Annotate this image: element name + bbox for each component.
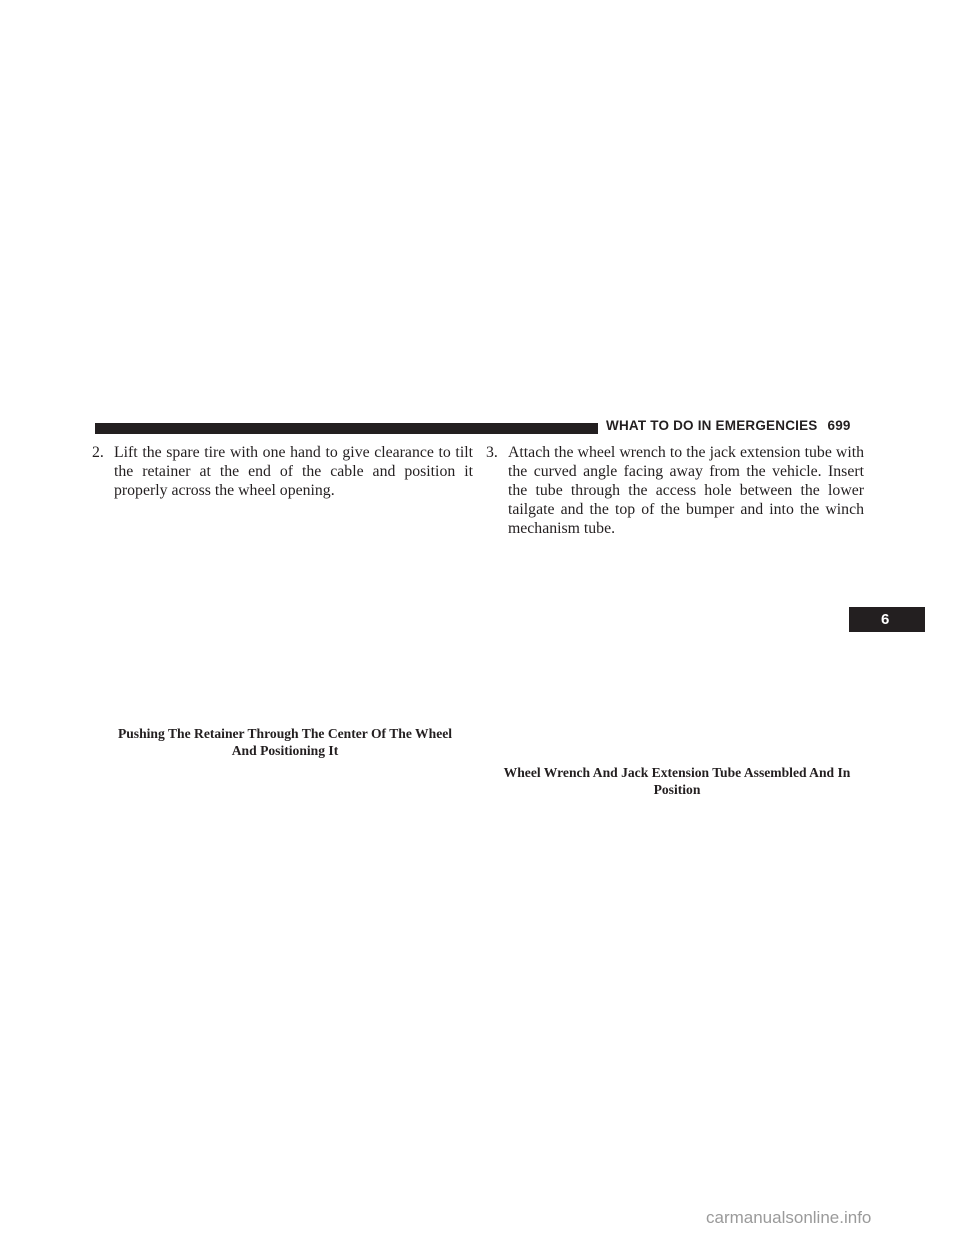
page-number: 699 (827, 418, 851, 433)
step-text: Attach the wheel wrench to the jack extension tube with the curved angle facing away from the vehicle. Insert the tube through the access hole between the lower tailgate and the top of the bumper and into the winch mechanism tube. (508, 444, 864, 537)
step-number: 3. (486, 444, 498, 461)
watermark: carmanualsonline.info (706, 1208, 872, 1227)
step-text: Lift the spare tire with one hand to give clearance to tilt the retainer at the end of the cable and position it properly across the wheel opening. (114, 444, 473, 499)
step-number: 2. (92, 444, 104, 461)
figure-caption-wrench: Wheel Wrench And Jack Extension Tube Assembled And In Position (503, 765, 851, 797)
section-title: WHAT TO DO IN EMERGENCIES (606, 418, 818, 433)
header-rule (95, 423, 598, 434)
chapter-tab: 6 (849, 607, 925, 632)
step-2 (92, 443, 473, 500)
running-header (606, 418, 851, 433)
figure-caption-retainer: Pushing The Retainer Through The Center Of The Wheel And Positioning It (117, 726, 453, 758)
step-3 (486, 443, 864, 538)
